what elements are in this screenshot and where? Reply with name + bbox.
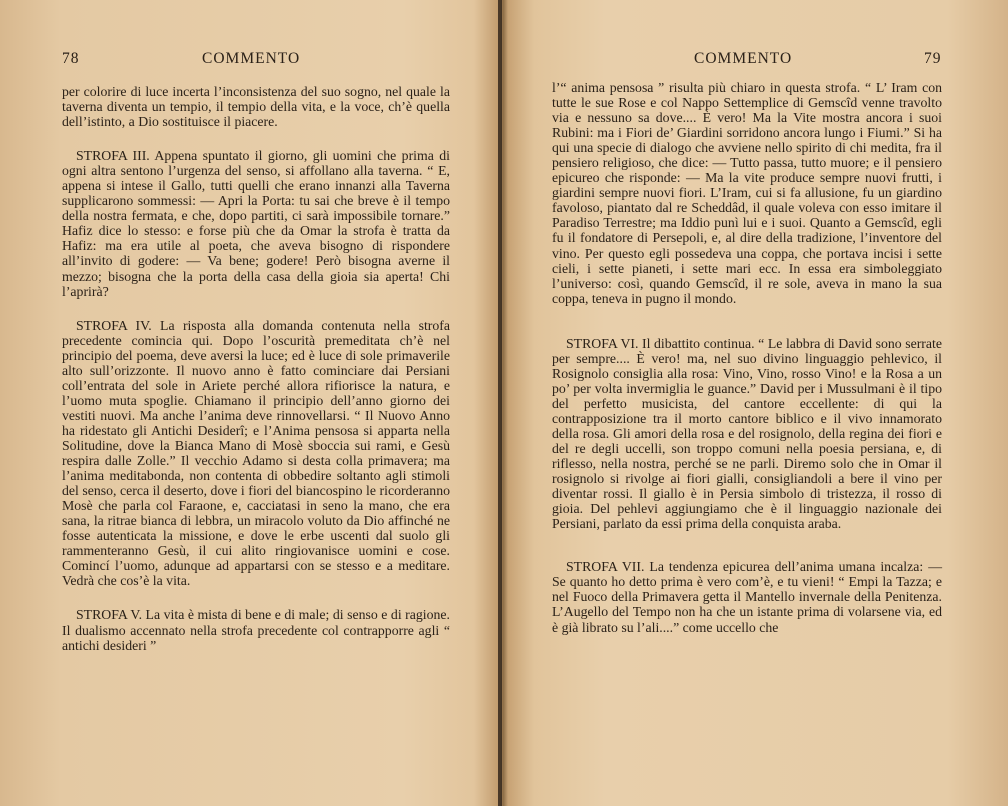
running-head-left: COMMENTO (202, 50, 301, 67)
left-paragraph-2: STROFA III. Appena spuntato il giorno, gli uomini che prima di ogni altra sentono l’urgenza del senso, si affollano alla taverna. “ E, appena si intese il Gallo, tutti quelli che erano innanzi alla Taverna supplicarono sommessi: — Apri la Porta: tu sai che breve è il tempo della nostra fermata, e che, dopo partiti, ci sarà impossibile tornare.” Hafiz dice lo stesso: e forse più che da Omar la strofa è tratta da Hafiz: ma era utile al poeta, che aveva bisogno di rispondere all’invito di godere: — Va bene; godere! Però bisogna averne il mezzo; bisogna che la porta della casa della gioia sia aperta! Chi l’aprirà? (62, 148, 450, 299)
left-paragraph-3: STROFA IV. La risposta alla domanda contenuta nella strofa precedente comincia qui. Dopo l’oscurità premeditata ch’è nel principio del poema, deve aversi la luce; ed è luce di sole primaverile alto sull’orizzonte. Il nuovo anno è fatto cominciare dai Persiani coll’entrata del sole in Ariete perché allora rifiorisce la natura, e l’uomo muta spoglie. Chiamano il principio dell’anno giorno dei vestiti nuovi. Ma anche l’anima deve rinnovellarsi. “ Il Nuovo Anno ha ridestato gli Antichi Desiderî; e l’Anima pensosa si apparta nella Solitudine, dove la Bianca Mano di Mosè sboccia sui rami, e Gesù respira dalle Zolle.” Il vecchio Adamo si desta colla primavera; ma l’anima meditabonda, non contenta di obbedire soltanto agli stimoli del senso, cerca il deserto, dove i fiori del biancospino le ricorderanno Mosè che parla col Faraone, e, cacciatasi in seno la mano, che era sana, la ritrae bianca di lebbra, un miracolo voluto da Dio affinché ne fosse autenticata la missione, e dove le erbe uscenti dal suolo gli rammenteranno Gesù, il cui alito ringiovanisce uomini e cose. Comincí l’uomo, adunque ad appartarsi con se stesso e a meditare. Vedrà che cos’è la vita. (62, 317, 450, 589)
page-number-right: 79 (924, 50, 942, 67)
left-paragraph-4: STROFA V. La vita è mista di bene e di male; di senso e di ragione. Il dualismo accennato nella strofa precedente col contrapporre agli “ antichi desideri ” (62, 607, 450, 653)
left-paragraph-1: per colorire di luce incerta l’inconsistenza del suo sogno, nel quale la taverna diventa un tempio, il tempio della vita, e la voce, ch’è quella dell’istinto, a Dio sostituisce il piacere. (62, 84, 450, 130)
left-page (0, 0, 500, 806)
page-number-left: 78 (62, 50, 80, 67)
running-head-right: COMMENTO (694, 50, 793, 67)
right-paragraph-2: STROFA VI. Il dibattito continua. “ Le labbra di David sono serrate per sempre.... È vero! ma, nel suo divino linguaggio pehlevico, il Rosignolo consiglia alla rosa: Vino, Vino, rosso Vino! e la Rosa a un po’ per volta invermiglia le guance.” David per i Mussulmani è il tipo del perfetto musicista, del cantore eccellente: di qui la contrapposizione tra il morto cantore biblico e il vivo innamorato della rosa. Gli amori della rosa e del rosignolo, della regina dei fiori e del re degli uccelli, son troppo comuni nella poesia persiana, e, di riflesso, nella nostra, perché se ne parli. Diremo solo che in Omar il rosignolo si rivolge ai fiori gialli, consigliandoli a bere il vino per diventar rossi. Il giallo è in Persia simbolo di tristezza, il rosso di gioia. Del pehlevi aggiungiamo che è il linguaggio nazionale dei Persiani, parlato da essi prima della conquista araba. (552, 335, 942, 532)
right-body (552, 80, 942, 635)
left-body (62, 84, 450, 653)
right-paragraph-3: STROFA VII. La tendenza epicurea dell’anima umana incalza: — Se quanto ho detto prima è vero com’è, e tu vieni! “ Empi la Tazza; e nel Fuoco della Primavera getta il Mantello invernale della Penitenza. L’Augello del Tempo non ha che un istante prima di volarsene via, ed è già librato su l’ali....” come uccello che (552, 559, 942, 635)
right-paragraph-1: l’“ anima pensosa ” risulta più chiaro in questa strofa. “ L’ Iram con tutte le sue Rose e col Nappo Settemplice di Gemscîd venne travolto via e nessuno sa dove.... È vero! Ma la Vite mostra ancora i suoi Rubini: ma i Fiori de’ Giardini sorridono ancora lungo i Fiumi.” Si ha qui una specie di dialogo che avviene nello spirito di chi medita, fra il pensiero religioso, che dice: — Tutto passa, tutto muore; e il pensiero epicureo che risponde: — Ma la vite produce sempre nuovi frutti, i giardini sempre nuovi fiori. L’Iram, cui si fa allusione, fu un giardino favoloso, piantato dal re Scheddâd, il quale voleva con esso imitare il Paradiso Terrestre; ma Iddio punì lui e i suoi. Quanto a Gemscîd, egli fu il fondatore di Persepoli, e, al dire della tradizione, l’inventore del vino. Per questo egli possedeva una coppa, che portava incisi i sette cieli, i sette pianeti, i sette mari ecc. In essa era simboleggiato l’universo: così, quando Gemscîd, il re sole, aveva in mano la sua coppa, teneva in pugno il mondo. (552, 80, 942, 306)
